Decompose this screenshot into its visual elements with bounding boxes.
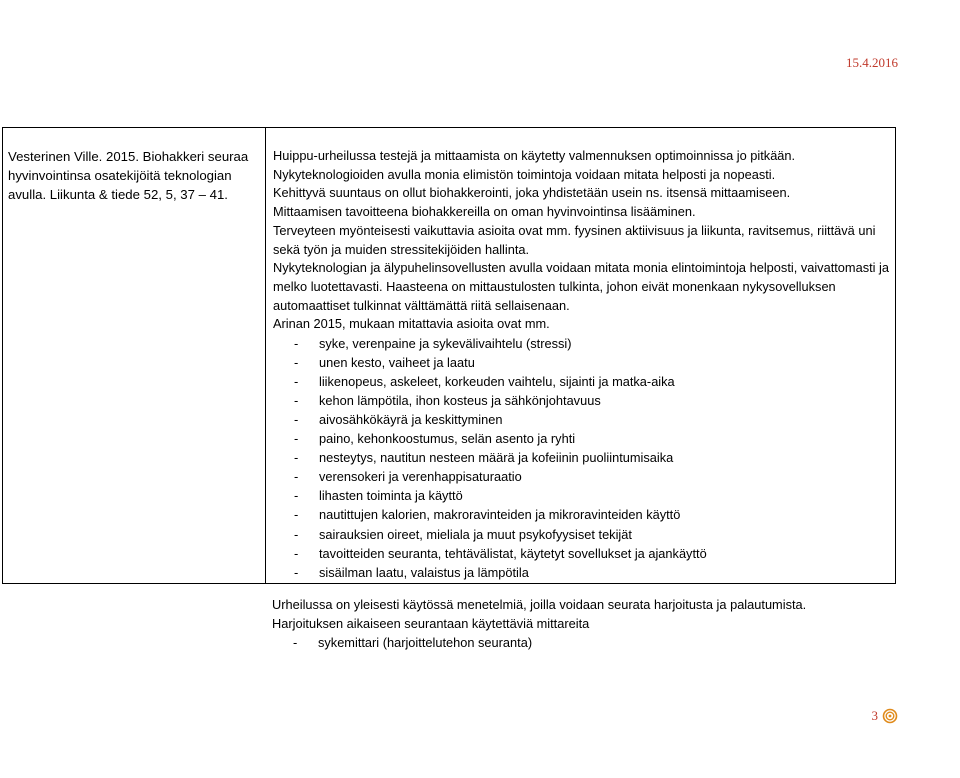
bullet-dash: - bbox=[294, 374, 299, 390]
bullet-dash: - bbox=[294, 488, 299, 504]
list-item-text: lihasten toiminta ja käyttö bbox=[319, 488, 463, 504]
list-item-text: sisäilman laatu, valaistus ja lämpötila bbox=[319, 564, 529, 580]
list-item bbox=[273, 563, 891, 582]
list-item bbox=[272, 633, 892, 652]
bullet-dash: - bbox=[293, 635, 298, 650]
bullet-dash: - bbox=[294, 336, 299, 352]
list-item-text: verensokeri ja verenhappisaturaatio bbox=[319, 469, 522, 485]
paragraph: Kehittyvä suuntaus on ollut biohakkerointi, joka yhdistetään usein ns. itsensä mittaamiseen. bbox=[273, 185, 791, 201]
bullet-dash: - bbox=[294, 393, 299, 409]
list-item-text: sairauksien oireet, mieliala ja muut psykofyysiset tekijät bbox=[319, 526, 632, 542]
list-item bbox=[273, 391, 891, 410]
header-date: 15.4.2016 bbox=[846, 55, 898, 70]
list-item bbox=[273, 486, 891, 505]
list-item bbox=[273, 353, 891, 372]
list-item bbox=[273, 372, 891, 391]
paragraph: Harjoituksen aikaiseen seurantaan käytettäviä mittareita bbox=[272, 616, 590, 631]
list-item-text: nesteytys, nautitun nesteen määrä ja kofeiinin puoliintumisaika bbox=[319, 450, 674, 466]
list-item-text: nautittujen kalorien, makroravinteiden ja mikroravinteiden käyttö bbox=[319, 507, 681, 523]
list-item bbox=[273, 448, 891, 467]
list-item bbox=[273, 525, 891, 544]
bullet-dash: - bbox=[294, 526, 299, 542]
content-table bbox=[2, 127, 896, 584]
list-item-text: sykemittari (harjoittelutehon seuranta) bbox=[318, 635, 533, 650]
measurement-list bbox=[273, 334, 891, 582]
list-item bbox=[273, 467, 891, 486]
post-table-text bbox=[272, 595, 892, 652]
list-item-text: paino, kehonkoostumus, selän asento ja ryhti bbox=[319, 431, 576, 447]
list-item bbox=[273, 429, 891, 448]
bullet-dash: - bbox=[294, 431, 299, 447]
citation-cell: Vesterinen Ville. 2015. Biohakkeri seuraa hyvinvointinsa osatekijöitä teknologian avulla. Liikunta & tiede 52, 5, 37 – 41. bbox=[8, 149, 249, 202]
paragraph: Urheilussa on yleisesti käytössä menetelmiä, joilla voidaan seurata harjoitusta ja palautumista. bbox=[272, 597, 807, 612]
meter-list bbox=[272, 633, 892, 652]
paragraph: Terveyteen myönteisesti vaikuttavia asioita ovat mm. fyysinen aktiivisuus ja liikunta, ravitsemus, riittävä uni sekä työn ja muiden stressitekijöiden hallinta. bbox=[273, 222, 876, 257]
paragraph: Mittaamisen tavoitteena biohakkereilla on oman hyvinvointinsa lisääminen. bbox=[273, 204, 696, 220]
bullet-dash: - bbox=[294, 450, 299, 466]
paragraph: Nykyteknologian ja älypuhelinsovellusten avulla voidaan mitata monia elintoimintoja helposti, vaivattomasti ja melko luotettavasti. Haasteena on mittaustulosten tulkinta, johon eivät monenkaan nykysovelluksen automaattiset tulkinnat välttämättä riitä sellaisenaan. bbox=[273, 260, 890, 313]
bullet-dash: - bbox=[294, 564, 299, 580]
column-divider bbox=[265, 128, 266, 583]
list-item bbox=[273, 544, 891, 563]
list-item-text: kehon lämpötila, ihon kosteus ja sähkönjohtavuus bbox=[319, 393, 601, 409]
circle-ornament-icon bbox=[882, 708, 898, 724]
page-number bbox=[872, 708, 899, 724]
list-item bbox=[273, 334, 891, 353]
page-number-text: 3 bbox=[871, 708, 878, 723]
list-item bbox=[273, 410, 891, 429]
summary-cell bbox=[273, 147, 891, 582]
list-item-text: liikenopeus, askeleet, korkeuden vaihtelu, sijainti ja matka-aika bbox=[319, 374, 675, 390]
bullet-dash: - bbox=[294, 507, 299, 523]
bullet-dash: - bbox=[294, 355, 299, 371]
list-item-text: aivosähkökäyrä ja keskittyminen bbox=[319, 412, 503, 428]
bullet-dash: - bbox=[294, 545, 299, 561]
paragraph: Nykyteknologioiden avulla monia elimistön toimintoja voidaan mitata helposti ja nopeasti. bbox=[273, 166, 776, 182]
list-item-text: tavoitteiden seuranta, tehtävälistat, käytetyt sovellukset ja ajankäyttö bbox=[319, 545, 707, 561]
list-item-text: unen kesto, vaiheet ja laatu bbox=[319, 355, 475, 371]
bullet-dash: - bbox=[294, 469, 299, 485]
list-item bbox=[273, 505, 891, 524]
list-item-text: syke, verenpaine ja sykevälivaihtelu (stressi) bbox=[319, 336, 572, 352]
paragraph: Huippu-urheilussa testejä ja mittaamista on käytetty valmennuksen optimoinnissa jo pitkään. bbox=[273, 148, 796, 163]
bullet-dash: - bbox=[294, 412, 299, 428]
paragraph: Arinan 2015, mukaan mitattavia asioita ovat mm. bbox=[273, 316, 550, 332]
